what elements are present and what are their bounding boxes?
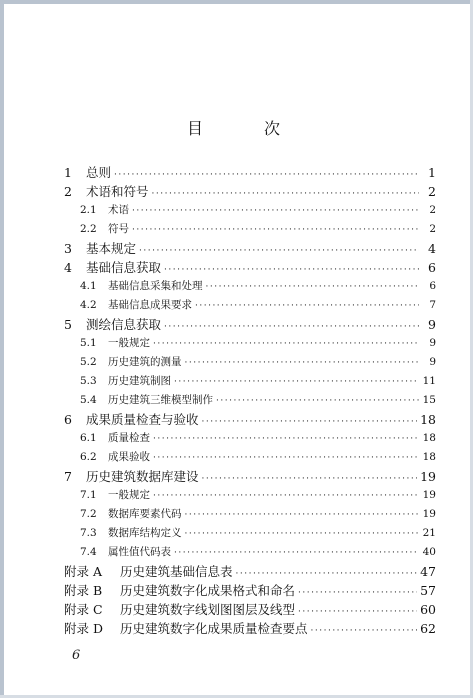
toc-dot-leader	[153, 335, 419, 354]
toc-entry-title: 历史建筑数字化成果格式和命名	[120, 583, 296, 598]
toc-entry-page: 9	[429, 356, 436, 368]
toc-dot-leader	[153, 430, 419, 449]
toc-entry-page: 21	[422, 527, 436, 539]
toc-dot-leader	[195, 297, 419, 316]
toc-dot-leader	[132, 202, 419, 221]
toc-dot-leader	[139, 242, 419, 261]
toc-entry[interactable]	[64, 372, 436, 391]
toc-entry-number: 4.2	[80, 299, 97, 311]
toc-entry-title: 历史建筑三维模型制作	[108, 394, 213, 406]
toc-entry-title: 基础信息采集和处理	[108, 280, 203, 292]
toc-entry[interactable]	[64, 296, 436, 315]
toc-title: 目 次	[186, 119, 309, 138]
table-of-contents	[64, 163, 436, 638]
toc-entry-number: 5.2	[80, 356, 97, 368]
toc-entry[interactable]	[64, 239, 436, 258]
toc-entry[interactable]	[64, 429, 436, 448]
toc-entry-number: 7.2	[80, 508, 97, 520]
toc-entry-page: 19	[422, 489, 436, 501]
toc-entry[interactable]	[64, 391, 436, 410]
toc-dot-leader	[174, 373, 419, 392]
toc-entry[interactable]	[64, 562, 436, 581]
toc-entry-page: 62	[420, 621, 436, 636]
toc-entry-number: 7.3	[80, 527, 97, 539]
toc-entry[interactable]	[64, 543, 436, 562]
toc-entry-title: 符号	[108, 223, 129, 235]
toc-entry-number: 附录 C	[64, 602, 103, 617]
toc-entry-number: 5.3	[80, 375, 97, 387]
toc-dot-leader	[185, 354, 420, 373]
toc-entry-title: 历史建筑的测量	[108, 356, 182, 368]
toc-dot-leader	[311, 622, 418, 641]
toc-entry-number: 附录 A	[64, 564, 103, 579]
toc-dot-leader	[114, 166, 419, 185]
toc-entry-number: 2.1	[80, 204, 97, 216]
toc-entry-number: 5	[64, 317, 72, 332]
toc-entry[interactable]	[64, 258, 436, 277]
toc-entry-page: 9	[429, 337, 436, 349]
toc-entry[interactable]	[64, 619, 436, 638]
window-border-left	[0, 0, 4, 698]
toc-dot-leader	[153, 487, 419, 506]
toc-entry-number: 2	[64, 184, 72, 199]
toc-entry-title: 成果质量检查与验收	[86, 412, 199, 427]
toc-entry[interactable]	[64, 277, 436, 296]
toc-entry-page: 1	[428, 165, 436, 180]
toc-entry[interactable]	[64, 410, 436, 429]
toc-entry-title: 历史建筑数字线划图图层及线型	[120, 602, 296, 617]
toc-entry[interactable]	[64, 182, 436, 201]
page-number: 6	[72, 648, 81, 663]
toc-dot-leader	[216, 392, 419, 411]
toc-entry-page: 4	[428, 241, 436, 256]
toc-dot-leader	[185, 525, 420, 544]
toc-entry[interactable]	[64, 353, 436, 372]
toc-entry-number: 6	[64, 412, 72, 427]
toc-entry[interactable]	[64, 467, 436, 486]
toc-dot-leader	[132, 221, 419, 240]
toc-entry-title: 历史建筑基础信息表	[120, 564, 233, 579]
toc-entry-title: 基础信息成果要求	[108, 299, 192, 311]
toc-dot-leader	[185, 506, 420, 525]
toc-entry-number: 7	[64, 469, 72, 484]
toc-entry-title: 数据库结构定义	[108, 527, 182, 539]
toc-entry-title: 一般规定	[108, 489, 150, 501]
toc-entry[interactable]	[64, 201, 436, 220]
toc-entry-title: 历史建筑制图	[108, 375, 171, 387]
toc-entry-title: 历史建筑数字化成果质量检查要点	[120, 621, 308, 636]
toc-entry-title: 基础信息获取	[86, 260, 162, 275]
toc-entry-title: 总则	[86, 165, 112, 180]
toc-entry-page: 18	[422, 451, 436, 463]
toc-entry-number: 7.1	[80, 489, 97, 501]
toc-entry-number: 2.2	[80, 223, 97, 235]
toc-entry-title: 一般规定	[108, 337, 150, 349]
toc-dot-leader	[206, 278, 420, 297]
toc-entry-page: 7	[429, 299, 436, 311]
toc-entry-number: 4.1	[80, 280, 97, 292]
toc-entry-page: 2	[429, 204, 436, 216]
toc-entry[interactable]	[64, 486, 436, 505]
toc-entry-number: 3	[64, 241, 72, 256]
toc-entry-title: 基本规定	[86, 241, 137, 256]
toc-entry-page: 18	[422, 432, 436, 444]
toc-entry-number: 附录 B	[64, 583, 103, 598]
toc-entry-number: 6.2	[80, 451, 97, 463]
toc-entry-page: 57	[420, 583, 436, 598]
toc-entry[interactable]	[64, 163, 436, 182]
toc-entry-page: 6	[429, 280, 436, 292]
toc-entry-page: 18	[420, 412, 436, 427]
toc-entry-title: 历史建筑数据库建设	[86, 469, 199, 484]
toc-entry-page: 15	[422, 394, 436, 406]
toc-entry-title: 成果验收	[108, 451, 150, 463]
toc-entry[interactable]	[64, 581, 436, 600]
toc-entry-page: 47	[420, 564, 436, 579]
toc-dot-leader	[174, 544, 419, 563]
toc-entry-number: 5.4	[80, 394, 97, 406]
toc-entry-title: 术语和符号	[86, 184, 149, 199]
toc-entry-number: 7.4	[80, 546, 97, 558]
toc-entry-title: 数据库要素代码	[108, 508, 182, 520]
toc-entry[interactable]	[64, 505, 436, 524]
toc-entry-title: 术语	[108, 204, 129, 216]
toc-entry-page: 9	[428, 317, 436, 332]
toc-entry-number: 1	[64, 165, 72, 180]
toc-entry-page: 6	[428, 260, 436, 275]
toc-entry-page: 40	[422, 546, 436, 558]
toc-entry-title: 属性值代码表	[108, 546, 171, 558]
toc-entry-number: 6.1	[80, 432, 97, 444]
toc-entry[interactable]	[64, 315, 436, 334]
toc-entry-page: 19	[420, 469, 436, 484]
toc-entry-number: 5.1	[80, 337, 97, 349]
toc-entry-page: 60	[420, 602, 436, 617]
toc-dot-leader	[153, 449, 419, 468]
toc-dot-leader	[298, 603, 417, 622]
toc-entry-title: 质量检查	[108, 432, 150, 444]
window-border-top	[0, 0, 473, 4]
toc-entry-number: 4	[64, 260, 72, 275]
toc-entry-page: 11	[422, 375, 436, 387]
toc-entry-page: 2	[429, 223, 436, 235]
toc-entry[interactable]	[64, 524, 436, 543]
toc-entry[interactable]	[64, 334, 436, 353]
toc-entry[interactable]	[64, 600, 436, 619]
toc-dot-leader	[298, 584, 417, 603]
toc-entry[interactable]	[64, 448, 436, 467]
toc-entry-page: 19	[422, 508, 436, 520]
toc-entry-page: 2	[428, 184, 436, 199]
toc-entry-title: 测绘信息获取	[86, 317, 162, 332]
toc-entry[interactable]	[64, 220, 436, 239]
toc-entry-number: 附录 D	[64, 621, 103, 636]
